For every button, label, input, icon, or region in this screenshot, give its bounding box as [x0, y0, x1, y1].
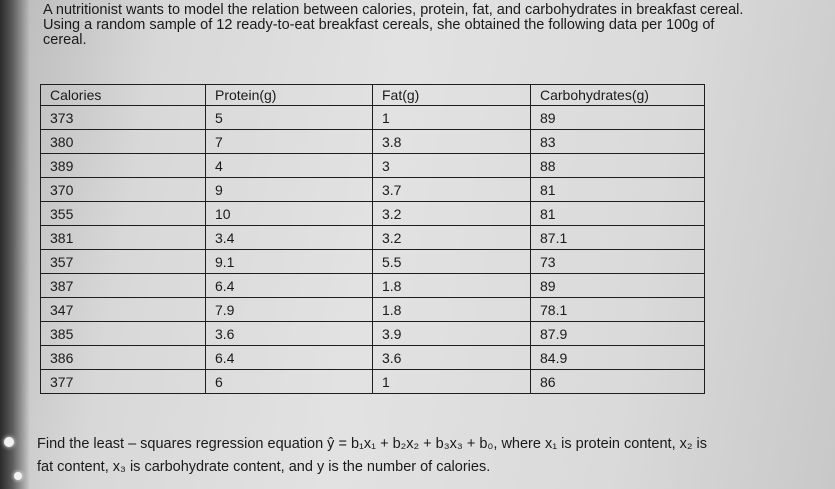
cell-fat: 3 — [373, 154, 531, 178]
cell-carbohydrates: 89 — [531, 274, 705, 298]
table-row — [41, 130, 705, 154]
intro-line-2: Using a random sample of 12 ready-to-eat breakfast cereals, she obtained the following data per 100g of — [43, 17, 715, 33]
cell-carbohydrates: 83 — [531, 130, 705, 154]
cell-calories: 377 — [41, 370, 206, 394]
cell-fat: 3.9 — [373, 322, 531, 346]
cell-calories: 386 — [41, 346, 206, 370]
cell-carbohydrates: 81 — [531, 178, 705, 202]
problem-intro — [43, 3, 823, 48]
table-row — [41, 178, 705, 202]
regression-question — [37, 433, 827, 479]
table-row — [41, 250, 705, 274]
table-row — [41, 274, 705, 298]
cell-protein: 3.4 — [206, 226, 373, 250]
cell-fat: 3.6 — [373, 346, 531, 370]
cell-calories: 381 — [41, 226, 206, 250]
cell-protein: 6 — [206, 370, 373, 394]
cell-carbohydrates: 87.9 — [531, 322, 705, 346]
cell-carbohydrates: 73 — [531, 250, 705, 274]
table-row — [41, 226, 705, 250]
table-row — [41, 202, 705, 226]
cell-fat: 3.8 — [373, 130, 531, 154]
cell-calories: 387 — [41, 274, 206, 298]
question-line-2: fat content, x₃ is carbohydrate content, and y is the number of calories. — [37, 459, 491, 475]
cell-protein: 10 — [206, 202, 373, 226]
table-row — [41, 298, 705, 322]
cell-calories: 370 — [41, 178, 206, 202]
question-line-1: Find the least – squares regression equation ŷ = b₁x₁ + b₂x₂ + b₃x₃ + b₀, where x₁ is protein content, x₂ is — [37, 436, 708, 452]
intro-line-1: A nutritionist wants to model the relation between calories, protein, fat, and carbohydrates in breakfast cereal. — [43, 2, 744, 18]
cell-fat: 1 — [373, 106, 531, 130]
cereal-data-table — [40, 84, 705, 394]
header-calories: Calories — [41, 85, 206, 106]
cell-fat: 3.2 — [373, 202, 531, 226]
table-row — [41, 106, 705, 130]
cell-protein: 9.1 — [206, 250, 373, 274]
table-row — [41, 346, 705, 370]
cell-carbohydrates: 88 — [531, 154, 705, 178]
cell-fat: 1 — [373, 370, 531, 394]
header-fat: Fat(g) — [373, 85, 531, 106]
cell-carbohydrates: 84.9 — [531, 346, 705, 370]
cell-carbohydrates: 86 — [531, 370, 705, 394]
table-header-row — [41, 85, 705, 106]
cell-fat: 3.7 — [373, 178, 531, 202]
cell-protein: 3.6 — [206, 322, 373, 346]
cell-carbohydrates: 89 — [531, 106, 705, 130]
cell-fat: 3.2 — [373, 226, 531, 250]
cell-protein: 4 — [206, 154, 373, 178]
cell-calories: 380 — [41, 130, 206, 154]
cell-calories: 389 — [41, 154, 206, 178]
cell-protein: 6.4 — [206, 346, 373, 370]
cell-calories: 385 — [41, 322, 206, 346]
cell-carbohydrates: 78.1 — [531, 298, 705, 322]
cell-protein: 9 — [206, 178, 373, 202]
cell-protein: 5 — [206, 106, 373, 130]
cell-calories: 347 — [41, 298, 206, 322]
cell-calories: 373 — [41, 106, 206, 130]
header-carbohydrates: Carbohydrates(g) — [531, 85, 705, 106]
table-row — [41, 370, 705, 394]
photo-dark-edge — [0, 0, 30, 489]
cell-protein: 7 — [206, 130, 373, 154]
cell-protein: 6.4 — [206, 274, 373, 298]
cell-fat: 1.8 — [373, 298, 531, 322]
cell-carbohydrates: 87.1 — [531, 226, 705, 250]
cell-carbohydrates: 81 — [531, 202, 705, 226]
bullet-dot — [14, 472, 22, 480]
cell-calories: 355 — [41, 202, 206, 226]
header-protein: Protein(g) — [206, 85, 373, 106]
intro-line-3: cereal. — [43, 32, 87, 48]
table-row — [41, 154, 705, 178]
bullet-dot — [4, 437, 14, 447]
table-row — [41, 322, 705, 346]
cell-protein: 7.9 — [206, 298, 373, 322]
cell-fat: 1.8 — [373, 274, 531, 298]
cell-fat: 5.5 — [373, 250, 531, 274]
cell-calories: 357 — [41, 250, 206, 274]
